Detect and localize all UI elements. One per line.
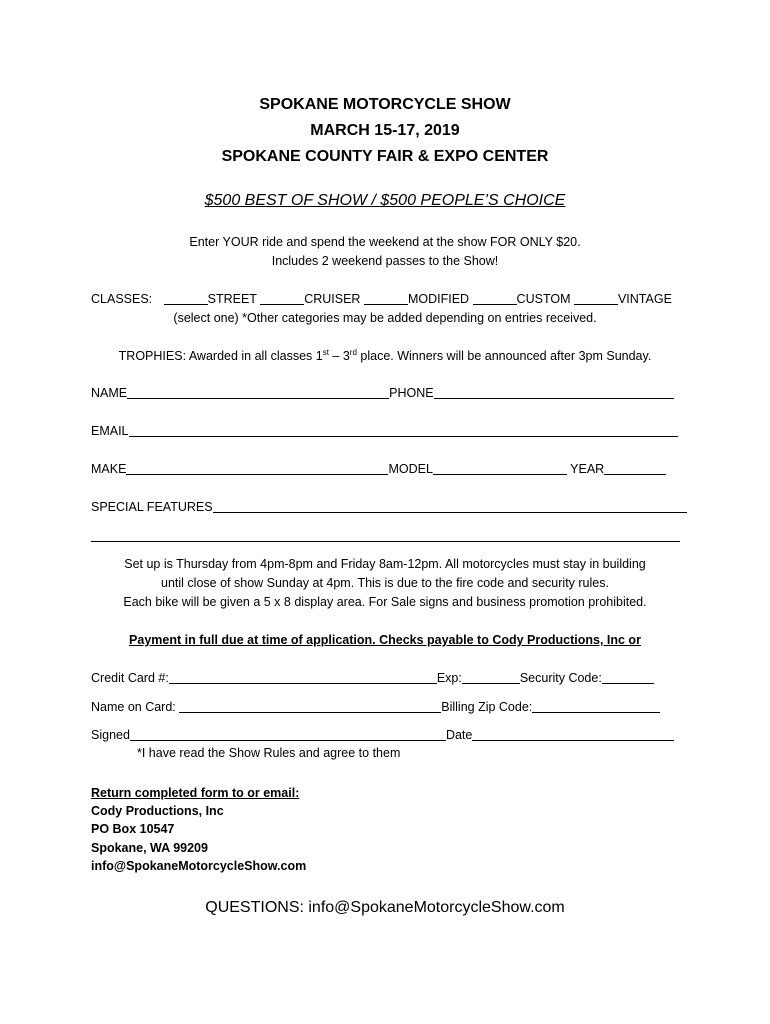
model-label: MODEL	[388, 462, 433, 476]
return-heading: Return completed form to or email:	[91, 786, 300, 800]
return-email: info@SpokaneMotorcycleShow.com	[91, 859, 307, 873]
class-street-label: STREET	[207, 292, 257, 306]
setup-line-1: Set up is Thursday from 4pm-8pm and Friday 8am-12pm. All motorcycles must stay in building	[124, 557, 646, 571]
classes-row	[91, 292, 672, 306]
class-cruiser-label: CRUISER	[304, 292, 361, 306]
class-custom-blank[interactable]	[473, 292, 517, 305]
class-vintage-blank[interactable]	[574, 292, 618, 305]
header-dates: MARCH 15-17, 2019	[310, 122, 460, 139]
header-venue: SPOKANE COUNTY FAIR & EXPO CENTER	[221, 148, 549, 165]
name-on-card-row	[91, 700, 660, 714]
trophies-mid: – 3	[328, 349, 350, 364]
billing-zip-input[interactable]	[532, 700, 660, 713]
model-input[interactable]	[433, 462, 567, 475]
setup-line-2: until close of show Sunday at 4pm. This is due to the fire code and security rules.	[161, 576, 609, 590]
classes-note: (select one) *Other categories may be added depending on entries received.	[173, 311, 597, 325]
name-row	[91, 386, 674, 400]
signed-row	[91, 728, 674, 742]
billing-zip-label: Billing Zip Code:	[441, 700, 533, 714]
questions-line: QUESTIONS: info@SpokaneMotorcycleShow.com	[205, 899, 565, 916]
return-company: Cody Productions, Inc	[91, 804, 224, 818]
name-label: NAME	[91, 386, 128, 400]
class-vintage-label: VINTAGE	[617, 292, 672, 306]
setup-line-3: Each bike will be given a 5 x 8 display area. For Sale signs and business promotion prohibited.	[123, 595, 647, 609]
return-po-box: PO Box 10547	[91, 822, 175, 836]
email-label: EMAIL	[91, 424, 129, 438]
phone-label: PHONE	[389, 386, 434, 400]
security-code-input[interactable]	[602, 671, 654, 684]
agree-note: *I have read the Show Rules and agree to them	[137, 746, 401, 760]
make-input[interactable]	[126, 462, 388, 475]
date-label: Date	[445, 728, 473, 742]
class-modified-blank[interactable]	[364, 292, 408, 305]
make-label: MAKE	[91, 462, 127, 476]
security-code-label: Security Code:	[519, 671, 602, 685]
class-street-blank[interactable]	[164, 292, 208, 305]
prize-line: $500 BEST OF SHOW / $500 PEOPLE’S CHOICE	[204, 192, 566, 209]
signature-input[interactable]	[130, 728, 446, 741]
trophies-suffix: place. Winners will be announced after 3pm Sunday.	[356, 349, 652, 364]
make-row	[91, 462, 666, 476]
trophies-line	[0, 348, 770, 363]
special-features-line-2[interactable]	[91, 541, 680, 542]
email-input[interactable]	[129, 424, 678, 437]
signed-label: Signed	[91, 728, 130, 742]
exp-input[interactable]	[462, 671, 520, 684]
credit-card-input[interactable]	[169, 671, 437, 684]
name-input[interactable]	[127, 386, 389, 399]
return-city: Spokane, WA 99209	[91, 841, 208, 855]
credit-card-label: Credit Card #:	[91, 671, 169, 685]
trophies-sup-rd: rd	[349, 348, 357, 357]
name-on-card-input[interactable]	[179, 700, 441, 713]
classes-label: CLASSES:	[91, 292, 153, 306]
trophies-sup-st: st	[322, 348, 329, 357]
class-cruiser-blank[interactable]	[260, 292, 304, 305]
intro-line-2: Includes 2 weekend passes to the Show!	[271, 254, 499, 268]
phone-input[interactable]	[434, 386, 674, 399]
payment-heading: Payment in full due at time of application. Checks payable to Cody Productions, Inc or	[129, 633, 641, 647]
trophies-prefix: TROPHIES: Awarded in all classes 1	[118, 349, 323, 364]
special-features-input[interactable]	[213, 500, 687, 513]
date-input[interactable]	[472, 728, 674, 741]
special-features-label: SPECIAL FEATURES	[91, 500, 213, 514]
intro-line-1: Enter YOUR ride and spend the weekend at the show FOR ONLY $20.	[189, 235, 581, 249]
class-modified-label: MODIFIED	[407, 292, 470, 306]
year-input[interactable]	[604, 462, 666, 475]
credit-card-row	[91, 671, 654, 685]
year-label: YEAR	[570, 462, 605, 476]
class-custom-label: CUSTOM	[516, 292, 571, 306]
name-on-card-label: Name on Card:	[91, 700, 176, 714]
email-row	[91, 424, 678, 438]
header-title: SPOKANE MOTORCYCLE SHOW	[259, 96, 511, 113]
special-features-row	[91, 500, 687, 514]
exp-label: Exp:	[436, 671, 462, 685]
